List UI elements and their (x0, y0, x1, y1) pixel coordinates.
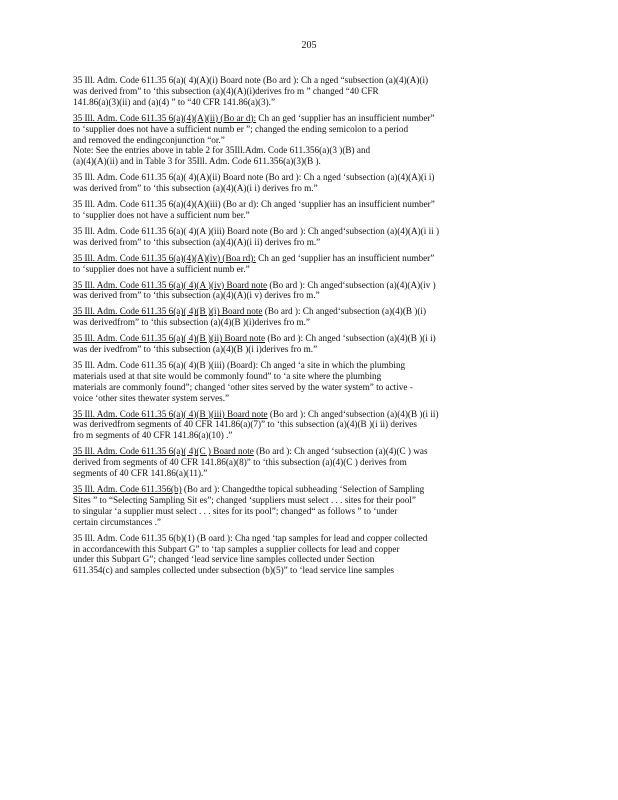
entry-line: 35 Ill. Adm. Code 611.356(b) (Bo ard ): Changedthe topical subheading ‘Selection of Sampling (73, 484, 425, 494)
note-entry (73, 253, 543, 275)
entry-line: to ‘supplier does not have a sufficient num ber.” (73, 209, 250, 220)
entry-line: materials are commonly found”; changed ‘other sites served by the water system” to active - (73, 381, 413, 392)
entry-line: Note: See the entries above in table 2 for 35Ill.Adm. Code 611.356(a)(3 )(B) and (73, 145, 371, 156)
entry-line: materials used at that site would be commonly found” to ‘a site where the plumbing (73, 370, 382, 381)
note-entry (73, 484, 543, 528)
entry-line: 35 Ill. Adm. Code 611.35 6(a)( 4)(B )(iii) Board note (Bo ard ): Ch anged‘subsection (a)(4)(B )(i ii) (73, 408, 439, 419)
entry-line: was derivedfrom” to ‘this subsection (a)(4)(B )(i)derives fro m.” (73, 317, 311, 328)
entry-line: 35 Ill. Adm. Code 611.35 6(a)( 4)(A)(ii) Board note (Bo ard ): Ch a nged ‘subsection (a)(4)(A)(i i) (73, 172, 435, 183)
entry-line: 35 Ill. Adm. Code 611.35 6(a)( 4)(B )(i) Board note (Bo ard ): Ch anged‘subsection (a)(4)(B )(i) (73, 306, 427, 317)
entry-line: 611.354(c) and samples collected under subsection (b)(5)” to ‘lead service line samples (73, 565, 395, 576)
entry-line: Sites ” to “Selecting Sampling Sit es”; changed ‘suppliers must select . . . sites for their pool” (73, 494, 416, 505)
note-entry (73, 306, 543, 328)
entry-line: 35 Ill. Adm. Code 611.35 6(a)( 4)(A )(iv) Board note (Bo ard ): Ch anged‘subsection (a)(4)(A)(iv ) (73, 279, 436, 290)
note-entry (73, 113, 543, 168)
note-entry (73, 280, 543, 302)
entry-line: was derived from” to ‘this subsection (a)(4)(A)(i v) derives fro m.” (73, 290, 320, 301)
note-entry (73, 360, 543, 404)
note-entry (73, 409, 543, 442)
entry-line: 35 Ill. Adm. Code 611.35 6(a)(4)(A)(iii) (Bo ar d): Ch anged ‘supplier has an insufficient number” (73, 199, 435, 210)
entry-line: was der ivedfrom” to ‘this subsection (a)(4)(B )(i i)derives fro m.” (73, 344, 318, 355)
entry-line: and removed the endingconjunction “or.” (73, 134, 225, 145)
entry-line: certain circumstances .” (73, 516, 161, 527)
entry-line: voice ‘other sites thewater system serves.” (73, 392, 230, 403)
entry-line: 35 Ill. Adm. Code 611.35 6(b)(1) (B oard ): Cha nged ‘tap samples for lead and copper collected (73, 532, 428, 543)
entry-line: was derivedfrom segments of 40 CFR 141.86(a)(7)” to ‘this subsection (a)(4)(B )(i ii) derives (73, 419, 417, 430)
entry-line: fro m segments of 40 CFR 141.86(a)(10) .” (73, 430, 233, 441)
entry-line: derived from segments of 40 CFR 141.86(a)(8)” to ‘this subsection (a)(4)(C ) derives from (73, 457, 407, 468)
entry-line: to singular ‘a supplier must select . . . sites for its pool”; changed“ as follows ” to ‘under (73, 505, 398, 516)
entry-line: 141.86(a)(3)(ii) and (a)(4) ” to “40 CFR 141.86(a)(3).” (73, 96, 276, 107)
note-entry (73, 199, 543, 221)
entry-line: 35 Ill. Adm. Code 611.35 6(a)( 4)(A )(iii) Board note (Bo ard ): Ch anged‘subsection (a)(4)(A)(i ii ) (73, 225, 440, 236)
entry-line: under this Subpart G”; changed ‘lead service line samples collected under Section (73, 554, 375, 565)
page-number: 205 (301, 40, 317, 51)
entry-line: 35 Ill. Adm. Code 611.35 6(a)( 4)(B )(iii) (Board): Ch anged ‘a site in which the plumbing (73, 359, 406, 370)
entry-line: 35 Ill. Adm. Code 611.35 6(a)( 4)(C ) Board note (Bo ard ): Ch anged ‘subsection (a)(4)(C ) was (73, 446, 428, 457)
note-entry (73, 333, 543, 355)
entry-line: to ‘supplier does not have a sufficient numb er ”; changed the ending semicolon to a period (73, 123, 409, 134)
entry-line: was derived from” to ‘this subsection (a)(4)(A)(i)derives fro m ” changed “40 CFR (73, 85, 379, 96)
note-entry (73, 226, 543, 248)
note-entry (73, 75, 543, 108)
entry-line: to ‘supplier does not have a sufficient numb er.” (73, 263, 250, 274)
entry-line: 35 Ill. Adm. Code 611.35 6(a)(4)(A)(ii) (Bo ar d): Ch an ged ‘supplier has an insufficient number” (73, 112, 435, 123)
entry-line: 35 Ill. Adm. Code 611.35 6(a)( 4)(A)(i) Board note (Bo ard ): Ch a nged “subsection (a)(4)(A)(i) (73, 75, 429, 85)
entry-line: 35 Ill. Adm. Code 611.35 6(a)(4)(A)(iv) (Boa rd): Ch an ged ‘supplier has an insufficient number” (73, 252, 435, 263)
entry-line: was derived from” to ‘this subsection (a)(4)(A)(i ii) derives fro m.” (73, 236, 321, 247)
note-entry (73, 533, 543, 577)
entry-line: segments of 40 CFR 141.86(a)(11).” (73, 468, 208, 479)
note-entry (73, 446, 543, 479)
entry-line: 35 Ill. Adm. Code 611.35 6(a)( 4)(B )(ii) Board note (Bo ard ): Ch anged ‘subsection (a)(4)(B )(i i) (73, 333, 436, 344)
entry-line: was derived from” to ‘this subsection (a)(4)(A)(i i) derives fro m.” (73, 183, 318, 194)
entry-line: (a)(4)(A)(ii) and in Table 3 for 35Ill. Adm. Code 611.356(a)(3)(B ). (73, 156, 321, 167)
entry-list (73, 75, 543, 581)
entry-line: in accordancewith this Subpart G” to ‘tap samples a supplier collects for lead and copper (73, 543, 400, 554)
note-entry (73, 172, 543, 194)
